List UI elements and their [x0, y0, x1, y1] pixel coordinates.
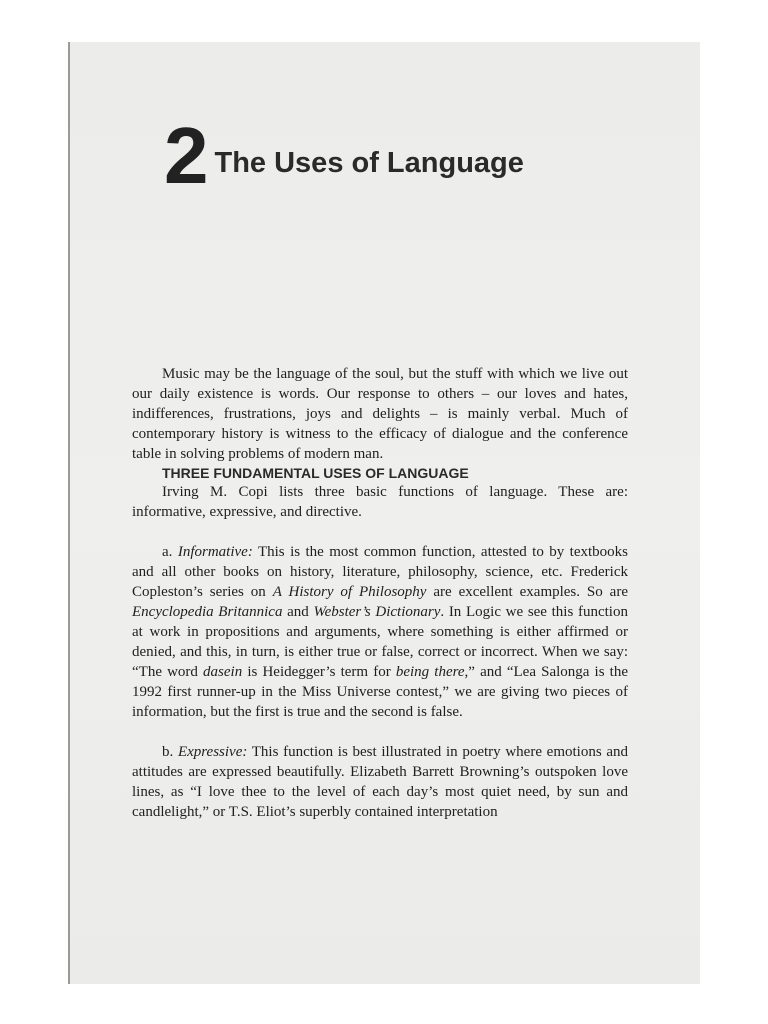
- informative-term: Informative:: [177, 544, 253, 560]
- term-being-there: being there: [395, 664, 465, 680]
- informative-label: a.: [162, 544, 173, 560]
- section-heading: THREE FUNDAMENTAL USES OF LANGUAGE: [162, 465, 469, 481]
- informative-text: are excellent examples. So are: [426, 584, 628, 600]
- book-title-websters: Webster’s Dictionary: [313, 604, 441, 620]
- page-body: [132, 364, 628, 822]
- book-title-britannica: Encyclopedia Britannica: [132, 604, 283, 620]
- informative-text: This is the most common function, attested to by textbooks and all other books on history, literature, philosophy, science, etc. Frederick Copleston’s series on: [132, 544, 628, 600]
- book-page: [68, 42, 700, 984]
- chapter-title: The Uses of Language: [214, 147, 524, 179]
- copi-paragraph: Irving M. Copi lists three basic functions of language. These are: informative, expressive, and directive.: [132, 484, 628, 520]
- informative-text: ,” and “Lea Salonga is the 1992 first runner-up in the Miss Universe contest,” we are giving two pieces of information, but the first is true and the second is false.: [132, 664, 628, 720]
- expressive-text: This function is best illustrated in poetry where emotions and attitudes are expressed beautifully. Elizabeth Barrett Browning’s outspoken love lines, as “I love thee to the level of each day’s most quiet need, by sun and candlelight,” or T.S. Eliot’s superbly contained interpretation: [132, 744, 629, 820]
- informative-paragraph: [132, 542, 628, 722]
- informative-text: is Heidegger’s term for: [242, 664, 396, 680]
- chapter-header: [164, 111, 524, 200]
- expressive-label: b.: [162, 744, 174, 760]
- expressive-paragraph: [132, 742, 628, 822]
- intro-paragraph: Music may be the language of the soul, but the stuff with which we live out our daily existence is words. Our response to others – our loves and hates, indifferences, frustrations, joys and delights – is mainly verbal. Much of contemporary history is witness to the efficacy of dialogue and the conference table in solving problems of modern man.: [132, 366, 628, 462]
- book-title-history-of-philosophy: A History of Philosophy: [272, 584, 427, 600]
- expressive-term: Expressive:: [177, 744, 248, 760]
- informative-text: and: [282, 604, 314, 620]
- chapter-number: 2: [164, 111, 207, 200]
- term-dasein: dasein: [203, 664, 243, 680]
- informative-text: . In Logic we see this function at work in propositions and arguments, where something is either affirmed or denied, and this, in turn, is either true or false, correct or incorrect. When we say: “The word: [132, 604, 628, 680]
